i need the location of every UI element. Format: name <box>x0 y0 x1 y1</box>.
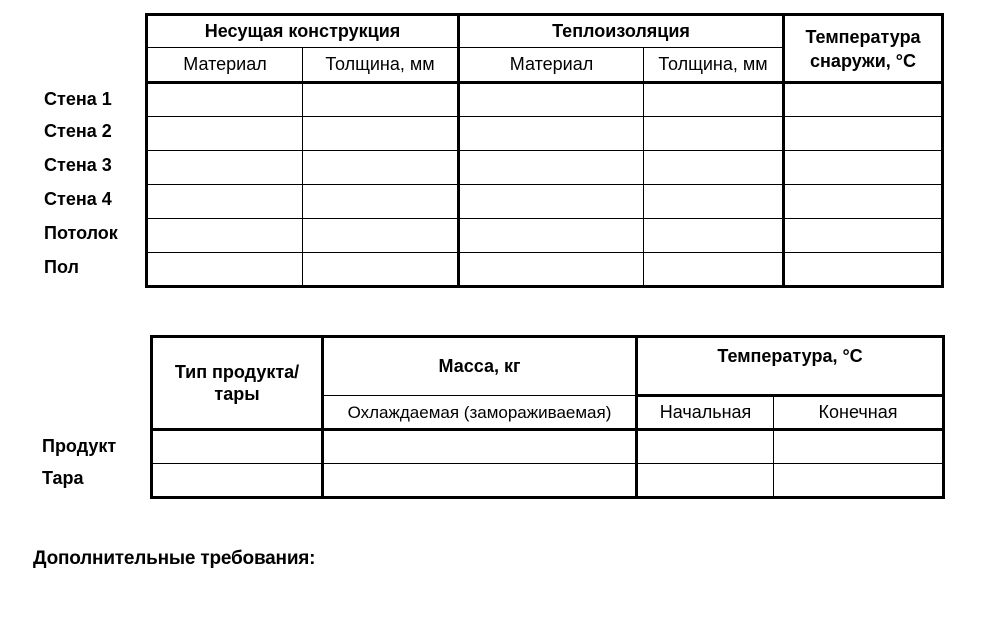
input-cell[interactable] <box>147 219 303 253</box>
input-cell[interactable] <box>459 253 644 287</box>
input-cell[interactable] <box>459 185 644 219</box>
input-cell[interactable] <box>152 464 323 498</box>
input-cell[interactable] <box>784 151 943 185</box>
input-cell[interactable] <box>147 253 303 287</box>
construction-table <box>145 13 944 288</box>
input-cell[interactable] <box>303 151 459 185</box>
input-cell[interactable] <box>644 185 784 219</box>
row-label-wall-4: Стена 4 <box>44 189 112 209</box>
input-cell[interactable] <box>774 430 944 464</box>
header-load-bearing: Несущая конструкция <box>147 15 459 48</box>
input-cell[interactable] <box>637 464 774 498</box>
row-label-wall-1: Стена 1 <box>44 89 112 109</box>
subheader-cooled-mass: Охлаждаемая (замораживаемая) <box>323 396 637 430</box>
input-cell[interactable] <box>644 253 784 287</box>
input-cell[interactable] <box>303 83 459 117</box>
input-cell[interactable] <box>152 430 323 464</box>
input-cell[interactable] <box>147 83 303 117</box>
input-cell[interactable] <box>784 117 943 151</box>
subheader-thickness-insul: Толщина, мм <box>644 48 784 83</box>
input-cell[interactable] <box>784 185 943 219</box>
product-table <box>150 335 945 499</box>
input-cell[interactable] <box>774 464 944 498</box>
input-cell[interactable] <box>644 151 784 185</box>
input-cell[interactable] <box>147 117 303 151</box>
input-cell[interactable] <box>459 83 644 117</box>
row-label-product: Продукт <box>42 436 117 456</box>
subheader-temp-end: Конечная <box>774 396 944 430</box>
row-label-floor: Пол <box>44 257 79 277</box>
input-cell[interactable] <box>323 430 637 464</box>
input-cell[interactable] <box>303 185 459 219</box>
input-cell[interactable] <box>459 151 644 185</box>
row-label-packaging: Тара <box>42 468 84 488</box>
input-cell[interactable] <box>644 219 784 253</box>
subheader-temp-start: Начальная <box>637 396 774 430</box>
input-cell[interactable] <box>784 83 943 117</box>
row-label-wall-2: Стена 2 <box>44 121 112 141</box>
input-cell[interactable] <box>303 253 459 287</box>
header-temperature: Температура, °С <box>637 337 944 396</box>
input-cell[interactable] <box>147 185 303 219</box>
row-label-wall-3: Стена 3 <box>44 155 112 175</box>
header-insulation: Теплоизоляция <box>459 15 784 48</box>
input-cell[interactable] <box>303 219 459 253</box>
input-cell[interactable] <box>323 464 637 498</box>
input-cell[interactable] <box>637 430 774 464</box>
header-product-type: Тип продукта/тары <box>152 337 323 430</box>
header-mass: Масса, кг <box>323 337 637 396</box>
header-outside-temp: Температура снаружи, °С <box>784 15 943 83</box>
input-cell[interactable] <box>784 253 943 287</box>
input-cell[interactable] <box>644 83 784 117</box>
input-cell[interactable] <box>784 219 943 253</box>
input-cell[interactable] <box>644 117 784 151</box>
input-cell[interactable] <box>303 117 459 151</box>
input-cell[interactable] <box>459 117 644 151</box>
input-cell[interactable] <box>459 219 644 253</box>
subheader-material-load: Материал <box>147 48 303 83</box>
row-label-ceiling: Потолок <box>44 223 118 243</box>
subheader-material-insul: Материал <box>459 48 644 83</box>
additional-requirements-label: Дополнительные требования: <box>33 548 316 569</box>
subheader-thickness-load: Толщина, мм <box>303 48 459 83</box>
input-cell[interactable] <box>147 151 303 185</box>
